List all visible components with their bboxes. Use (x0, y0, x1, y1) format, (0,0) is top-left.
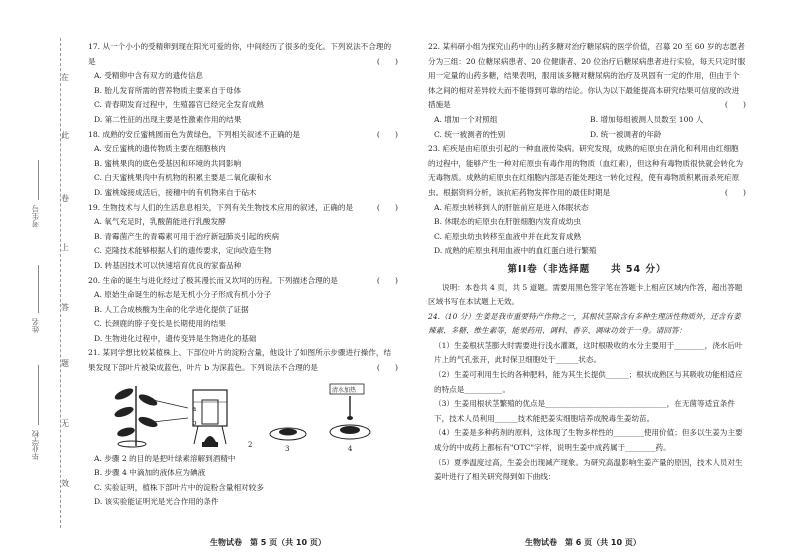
question-21 (88, 346, 398, 375)
option: D. 该实验能证明光是光合作用的条件 (94, 497, 219, 507)
section-title: 第II卷（非选择题 共 54 分） (507, 263, 667, 275)
seal-char: 效 (61, 479, 69, 488)
beaker-text: 清水加热 (332, 386, 357, 394)
question-18 (88, 128, 398, 143)
answer-bracket: ( ) (724, 187, 746, 197)
question-22 (428, 40, 746, 113)
question-24-part: （5）夏季温度过高，生姜会出现减产现象。为研究高温影响生姜产量的原因，技术人员对生姜叶进行了相关研究得到如下曲线： (434, 457, 743, 482)
step-label-3: 3 (285, 444, 290, 453)
option: B. 增加每组被测人员数至 100 人 (590, 114, 704, 124)
answer-bracket: ( ) (376, 363, 398, 373)
option: C. 青春期发育过程中，生殖器官已经完全发育成熟 (94, 100, 264, 110)
answer-bracket: ( ) (376, 275, 398, 285)
option: D. 蜜桃嫁接成活后，接穗中的有机物来自于砧木 (94, 187, 257, 197)
question-24-intro: 24.（10 分）生姜是我市重要特产作物之一，其根状茎除含有多种生理活性物质外，还含有姜辣素、多糖、维生素等，能果药用、调料、香辛、调味功效于一身。请回答： (428, 311, 741, 336)
answer-bracket: ( ) (376, 202, 398, 212)
page-footer-right: 生物试卷 第 6 页（共 10 页） (525, 538, 641, 547)
option: A. 受精卵中含有双方的遗传信息 (94, 71, 204, 81)
leaf-label-b: b (192, 418, 197, 427)
seal-dash-line (60, 38, 61, 528)
option: B. 胎儿发育所需的营养物质主要来自于母体 (94, 85, 242, 95)
seal-char: 在 (61, 73, 69, 82)
binding-margin (0, 0, 69, 560)
option: A. 安丘蜜桃的遗传物质主要在细胞核内 (94, 144, 226, 154)
option: C. 克隆技术能够根据人们的遗传要求，定向改造生物 (94, 246, 272, 256)
option: A. 步骤 2 的目的是把叶绿素溶解到酒精中 (94, 453, 236, 463)
section-note: 说明：本卷共 4 页，共 5 道题。需要用黑色签字笔在答题卡上相应区域内作答，超出答题区域书写在本试题上无效。 (428, 282, 743, 307)
seal-char: 无 (61, 419, 69, 428)
question-19 (88, 201, 398, 216)
step-label-4: 4 (348, 444, 353, 453)
page-5-column (88, 40, 398, 510)
answer-bracket: ( ) (376, 56, 398, 66)
seal-char: 题 (61, 359, 69, 368)
pointer-line-a (153, 400, 188, 408)
option: D. 第二性征的出现主要是性激素作用的结果 (94, 114, 242, 124)
plant-icon (113, 386, 159, 447)
question-stem: 23. 疟疾是由疟原虫引起的一种血液传染病。研究发现，成熟的疟原虫在消化和利用由红细胞的过程中，能够产生一种对疟原虫有毒作用的物质（血红素），但这种有毒物质很快就会转化为无毒物质。成熟的疟原虫在红细胞内部是否能处理这一转化过程，使有毒物质积累而杀死疟原虫。根据资料分析，该抗疟药物发挥作用的最佳时期是 (428, 144, 744, 197)
experiment-figure (98, 378, 388, 453)
option: C. 长颈鹿的脖子变长是长期使用的结果 (94, 319, 226, 329)
question-24-part: （2）生姜可利用生长的各种肥料，能为其生长提供______；根状成熟区与其吸收功能相适应的特点是__________。 (434, 370, 743, 394)
seal-char: 上 (61, 243, 69, 252)
option: B. 青霉菌产生的青霉素可用于治疗新冠肺炎引起的疾病 (94, 231, 280, 241)
option: C. 实验证明，植株下部叶片中的淀粉含量相对较多 (94, 482, 264, 492)
option: D. 成熟的疟原虫利用血液中的血红蛋白进行繁殖 (434, 246, 597, 256)
pointer-line-b (153, 418, 188, 422)
question-stem: 21. 某同学想比较某植株上、下部位叶片的淀粉含量，他设计了如图所示步骤进行操作，结果发现下部叶片被染成蓝色，叶片 b 为深蓝色。下列说法不合理的是 (88, 348, 392, 373)
page-6-column (428, 40, 746, 485)
option: D. 统一被调者的年龄 (590, 129, 662, 139)
question-24-part: （4）生姜是多种药剂的原料，这体现了生物多样性的________使用价值；但多以生姜为主要成分的中成药上都标有"OTC"字样，说明生姜中成药属于________药。 (434, 428, 743, 453)
name-label: 姓名 (31, 318, 40, 333)
question-stem: 17. 从一个小小的受精卵到现在阳光可爱的你，中间经历了很多的变化。下列说法不合理的是 (88, 42, 392, 66)
option: C. 疟原虫幼虫转移至血液中并在此发育成熟 (434, 231, 582, 241)
question-20 (88, 274, 398, 289)
seal-char: 答 (61, 303, 69, 312)
option: D. 转基因技术可以快速培育优良的家畜品种 (94, 260, 242, 270)
name-line (38, 265, 39, 313)
seal-char: 卷 (61, 194, 69, 203)
question-stem: 18. 成熟的安丘蜜桃圆而色为黄绿色，下列相关叙述不正确的是 (88, 129, 300, 139)
answer-bracket: ( ) (376, 129, 398, 139)
question-stem: 20. 生命的诞生与进化经过了极其漫长而又坎坷的历程。下列描述合理的是 (88, 275, 338, 285)
candidate-number-line (38, 160, 39, 200)
option: A. 增加一个对照组 (434, 114, 498, 124)
option: B. 休眠态的疟原虫在肝脏细胞内发育成幼虫 (434, 217, 582, 227)
option: C. 白天蜜桃果肉中有机物的积累主要是二氧化碳和水 (94, 173, 272, 183)
option: A. 疟原虫转移到人的肝脏前应是进入体眠状态 (434, 202, 589, 212)
question-stem: 22. 某科研小组为探究山药中的山药多糖对治疗糖尿病的医学价值，召募 20 至 60 岁的志愿者分为三组：20 位糖尿病患者、20 位健康者、20 位治疗后糖尿病患者进行实验，每天只定时服用一定量的山药多糖，结果表明，服用该多糖对糖尿病的治疗及巩固有一定的作用，但由于个体之间的相对差异较大而不能得到可靠的结论。你认为以下最能提高本研究结果可信度的改进措施是 (428, 42, 746, 110)
candidate-number-label: 考生号 (31, 205, 40, 228)
option-row (428, 113, 746, 128)
step-label-2: 2 (248, 440, 253, 449)
question-24-part: （1）生姜根状茎膨大时需要进行浅水灌溉，这时根吸收的水分主要用于________，浇水后叶片上的气孔张开，此时保卫细胞处于______状态。 (434, 340, 743, 365)
leaf-label-a: a (192, 404, 197, 413)
question-24-part: （3）生姜用根状茎繁殖的优点是________________________________，在无菌等适宜条件下，技术人员利用______技术能把姜实细胞培养成脱毒生姜幼苗。 (434, 399, 735, 423)
page-footer-left: 生物试卷 第 5 页（共 10 页） (210, 538, 326, 547)
seal-char: 此 (61, 131, 69, 140)
question-stem: 19. 生物技术与人们的生活息息相关，下列有关生物技术应用的叙述，正确的是 (88, 202, 354, 212)
option: B. 步骤 4 中滴加的液体应为碘液 (94, 468, 206, 478)
option-row (428, 128, 746, 143)
option: A. 氧气充足时，乳酸菌能进行乳酸发酵 (94, 217, 226, 227)
answer-bracket: ( ) (724, 100, 746, 110)
school-label: 毕业学校 (31, 430, 40, 460)
option: A. 原始生命诞生的标志是无机小分子形成有机小分子 (94, 290, 272, 300)
rinse-dish-icon (270, 428, 306, 440)
option: B. 人工合成核酸为生命的化学进化提供了证据 (94, 304, 249, 314)
option: C. 统一被测者的性别 (434, 129, 506, 139)
question-23 (428, 142, 746, 200)
school-line (38, 365, 39, 425)
question-17 (88, 40, 398, 69)
option: B. 蜜桃果肉的底色受基因和环境的共同影响 (94, 158, 242, 168)
option: D. 生物进化过程中，遗传变异是生物进化的基础 (94, 333, 257, 343)
step-label-1: 1 (208, 440, 213, 449)
